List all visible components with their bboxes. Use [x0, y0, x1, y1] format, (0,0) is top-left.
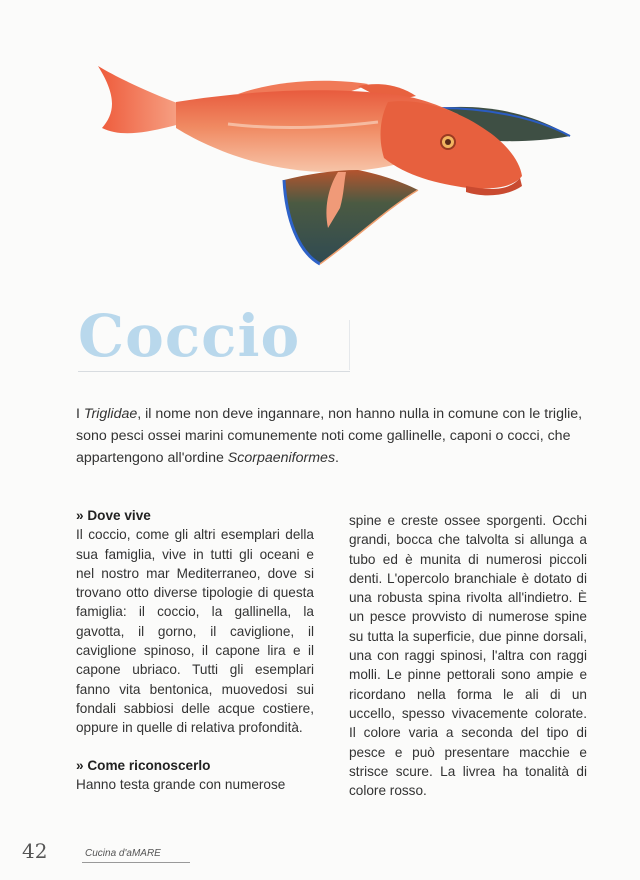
section-body-dove-vive: Il coccio, come gli altri esemplari della sua famiglia, vive in tutti gli oceani e nel nostro mar Mediterraneo, dove si trovano otto diverse tipologie di questa famiglia: il coccio, la gallinella, la gavotta, il gorno, il caviglione, il caviglione spinoso, il capone lira e il capone ubriaco. Tutti gli esemplari fanno vita bentonica, muovedosi sui fondali sabbiosi delle acque costiere, oppure in quelle di relativa profondità. [76, 527, 314, 736]
intro-text-3: . [335, 450, 339, 466]
left-column [76, 506, 314, 794]
right-column [349, 511, 587, 800]
intro-paragraph [76, 403, 596, 469]
tail-fin [98, 66, 180, 133]
title-underline [78, 371, 350, 372]
section-body-come-riconoscerlo-start: Hanno testa grande con numerose [76, 776, 286, 792]
family-name: Triglidae [83, 406, 138, 422]
intro-text-2: , il nome non deve ingannare, non hanno nulla in comune con le triglie, sono pesci ossei marini comunemente noti come gallinelle, caponi o cocci, che appartengono all'ordine [76, 406, 583, 466]
page-footer [22, 838, 182, 864]
intro-text-1: I [76, 406, 84, 422]
magazine-name: Cucina d'aMARE [85, 848, 161, 859]
section-heading-dove-vive: » Dove vive [76, 508, 151, 523]
page-title: Coccio [78, 302, 301, 370]
section-heading-come-riconoscerlo: » Come riconoscerlo [76, 757, 211, 773]
title-block [78, 300, 350, 372]
order-name: Scorpaeniformes [227, 450, 336, 466]
section-body-come-riconoscerlo-cont: spine e creste ossee sporgenti. Occhi grandi, bocca che talvolta si allunga a tubo ed è munita di numerosi piccoli denti. L'opercolo branchiale è dotato di una robusta spina rivolta all'indietro. È un pesce provvisto di numerose spine su tutta la superficie, due pinne dorsali, una con raggi spinosi, l'altra con raggi molli. Le pinne pettorali sono ampie e ricordano nella forma le ali di un uccello, spesso vivacemente colorate. Il colore varia a seconda del tipo di pesce e può presentare macchie e strisce scure. La livrea ha tonalità di colore rosso. [349, 513, 587, 799]
page-number: 42 [22, 839, 48, 863]
gurnard-fish-image [88, 58, 588, 278]
title-divider [349, 320, 350, 370]
footer-rule [82, 862, 190, 863]
